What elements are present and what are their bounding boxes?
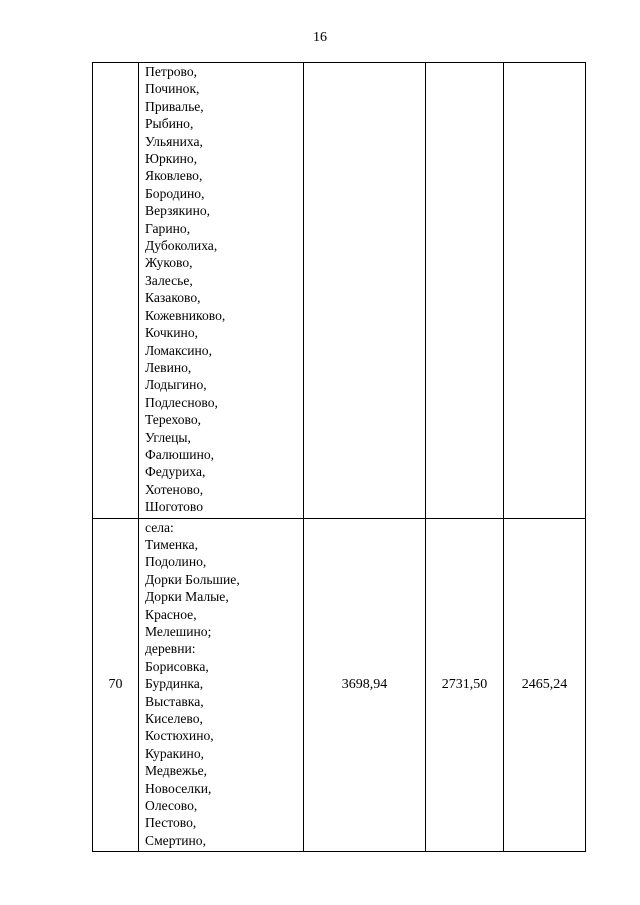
settlement-name: Кожевниково, <box>145 307 226 323</box>
settlement-name: деревни: <box>145 641 196 657</box>
settlements-cell <box>139 63 304 519</box>
settlement-name: Фалюшино, <box>145 446 215 462</box>
settlement-name: Починок, <box>145 81 200 97</box>
table-row <box>93 518 586 852</box>
settlement-name: Яковлево, <box>145 168 203 184</box>
settlements-cell <box>139 518 304 852</box>
settlement-name: Куракино, <box>145 745 205 761</box>
page-number: 16 <box>313 30 327 45</box>
tariff-table <box>92 62 586 852</box>
value-cell-1 <box>304 63 426 519</box>
settlement-name: Дубоколиха, <box>145 238 218 254</box>
settlement-name: Рыбино, <box>145 116 194 132</box>
settlement-name: Дорки Малые, <box>145 589 229 605</box>
value-cell-2: 2731,50 <box>426 518 504 852</box>
settlement-name: Медвежье, <box>145 763 208 779</box>
settlement-name: Терехово, <box>145 412 202 428</box>
settlement-name: Углецы, <box>145 429 191 445</box>
settlement-name: Бурдинка, <box>145 676 204 692</box>
value-cell-1: 3698,94 <box>304 518 426 852</box>
settlement-name: Лодыгино, <box>145 377 207 393</box>
settlement-name: Выставка, <box>145 693 204 709</box>
settlement-name: Подолино, <box>145 554 207 570</box>
settlement-name: Жуково, <box>145 255 193 271</box>
settlement-name: Киселево, <box>145 711 203 727</box>
settlement-name: Дорки Большие, <box>145 571 240 587</box>
settlement-name: Привалье, <box>145 98 204 114</box>
settlement-name: Казаково, <box>145 290 201 306</box>
settlement-name: Левино, <box>145 359 192 375</box>
settlement-name: Федуриха, <box>145 464 206 480</box>
value-cell-3: 2465,24 <box>504 518 586 852</box>
settlement-name: Смертино, <box>145 832 207 848</box>
settlement-name: Петрово, <box>145 64 198 79</box>
settlement-name: Ломаксино, <box>145 342 213 358</box>
settlement-name: Кочкино, <box>145 325 199 341</box>
settlement-name: Борисовка, <box>145 658 209 674</box>
settlement-name: Хотеново, <box>145 481 204 497</box>
table-row <box>93 63 586 519</box>
settlement-name: Новоселки, <box>145 780 212 796</box>
value-cell-2 <box>426 63 504 519</box>
settlement-name: Подлесново, <box>145 394 218 410</box>
settlement-name: Мелешино; <box>145 624 212 639</box>
settlement-name: Костюхино, <box>145 728 214 744</box>
settlement-name: Гарино, <box>145 220 191 236</box>
settlement-name: Пестово, <box>145 815 197 831</box>
settlement-name: Бородино, <box>145 185 205 201</box>
settlement-name: Верзякино, <box>145 203 211 219</box>
value-cell-3 <box>504 63 586 519</box>
settlement-name: Олесово, <box>145 798 198 814</box>
settlement-name: Красное, <box>145 606 197 622</box>
settlement-name: Юркино, <box>145 151 198 167</box>
settlement-name: села: <box>145 519 174 535</box>
settlement-name: Шоготово <box>145 499 204 515</box>
row-index-cell <box>93 63 139 519</box>
row-index-cell: 70 <box>93 518 139 852</box>
settlement-name: Ульяниха, <box>145 133 203 149</box>
settlement-name: Залесье, <box>145 272 193 288</box>
settlement-name: Тименка, <box>145 536 198 552</box>
